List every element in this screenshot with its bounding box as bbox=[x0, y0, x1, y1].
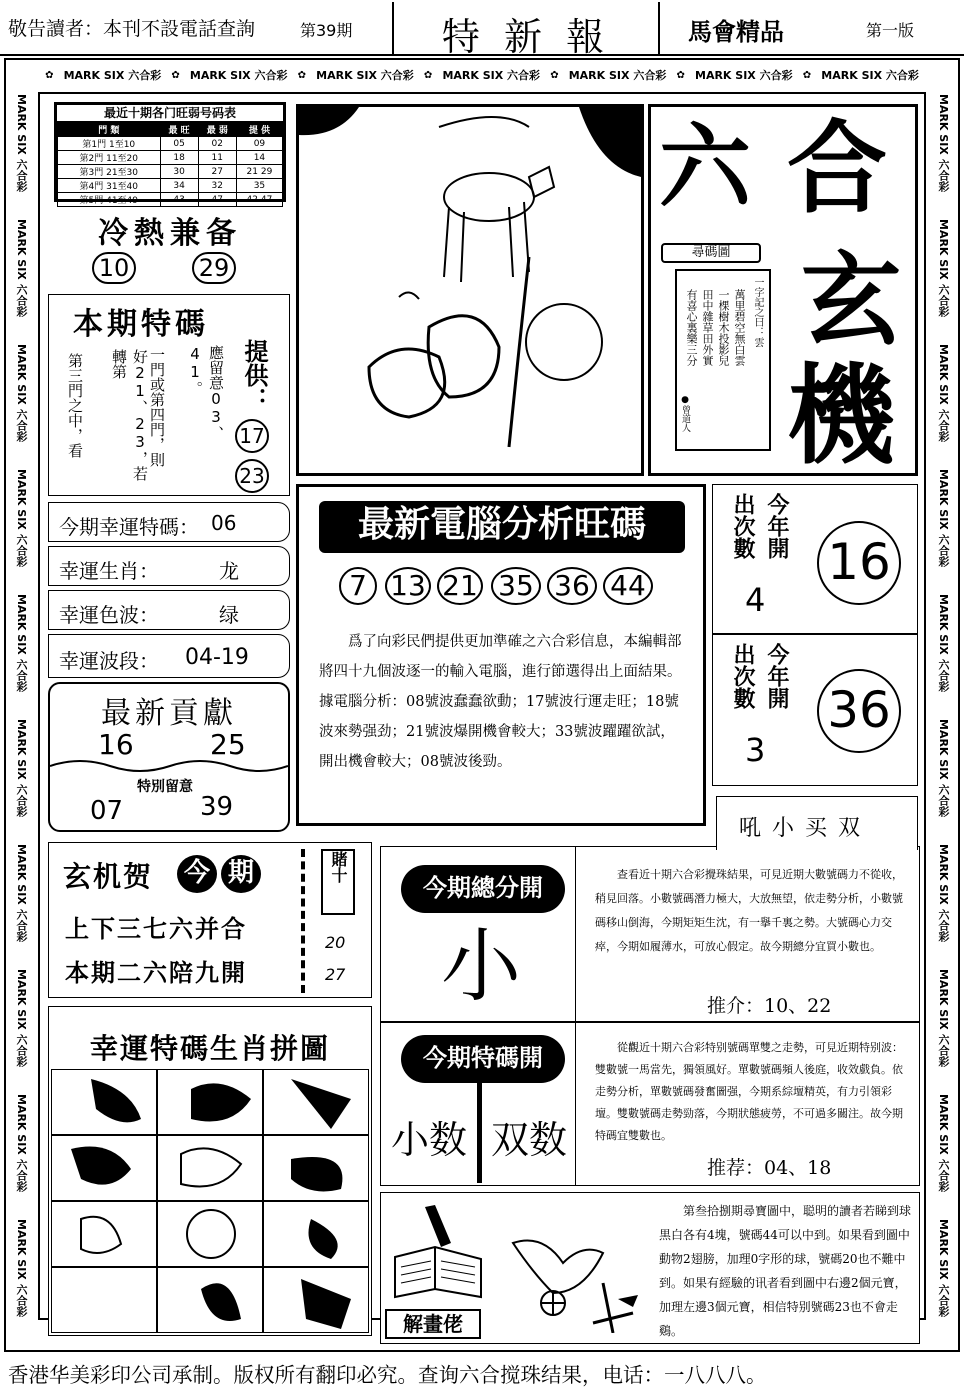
table-row: 第2門 11至20 18 11 14 bbox=[58, 151, 283, 165]
table-row: 第3門 21至30 30 27 21 29 bbox=[58, 165, 283, 179]
strip-logo: MARK SIX 六合彩 bbox=[15, 1093, 28, 1192]
special-code-box bbox=[48, 294, 290, 496]
poem-scroll bbox=[675, 269, 771, 451]
notice-text: 敬告讀者：本刊不設電話查詢 bbox=[8, 18, 256, 40]
xuanji-title-box: 今 bbox=[177, 855, 217, 893]
special-open-recommend: 推荐：04、18 bbox=[707, 1157, 832, 1179]
header bbox=[0, 0, 964, 59]
special-open-left: 小数 bbox=[391, 1118, 468, 1162]
lucky-color-label: 幸運色波： bbox=[59, 603, 159, 627]
flower-icon: ✿ bbox=[171, 69, 180, 81]
strip-logo: MARK SIX 六合彩 bbox=[15, 343, 28, 442]
strip-logo: MARK SIX 六合彩 bbox=[937, 1218, 950, 1317]
puzzle-title: 幸運特碼生肖拼圖 bbox=[89, 1032, 330, 1065]
yearly-box-1 bbox=[712, 484, 918, 634]
special-open-bar bbox=[477, 1083, 482, 1183]
contribution-number: 16 bbox=[98, 728, 134, 761]
yearly-label: 今年開 bbox=[764, 493, 789, 559]
contribution-box bbox=[48, 682, 290, 832]
hot-weak-table bbox=[57, 122, 283, 207]
title-char: 六 bbox=[659, 113, 752, 221]
xuanji-title: 玄机贺 bbox=[63, 860, 154, 893]
zodiac-puzzle-box bbox=[48, 1006, 372, 1336]
scroll-label: 尋碼圖 bbox=[661, 243, 761, 263]
special-code-col: 一門或第四門，則 bbox=[148, 347, 166, 467]
strip-logo: MARK SIX 六合彩 bbox=[63, 69, 162, 82]
strip-logo: MARK SIX 六合彩 bbox=[15, 843, 28, 942]
table-header: 門 類 bbox=[58, 123, 161, 137]
contribution-number: 25 bbox=[210, 728, 246, 761]
table-row: 第4門 31至40 34 32 35 bbox=[58, 179, 283, 193]
hot-weak-table-box bbox=[54, 102, 286, 206]
flower-icon: ✿ bbox=[297, 69, 307, 81]
wave-divider bbox=[50, 756, 288, 776]
interpretation-box bbox=[380, 1192, 920, 1344]
flower-icon: ✿ bbox=[802, 69, 812, 81]
yearly-box-2 bbox=[712, 634, 918, 786]
footer-text: 香港华美彩印公司承制。版权所有翻印必究。查询六合搅珠结果，电话：一八八八。 bbox=[8, 1363, 767, 1387]
interpretation-label: 解畫佬 bbox=[385, 1309, 481, 1339]
title-char: 玄 bbox=[801, 241, 901, 359]
strip-logo: MARK SIX 六合彩 bbox=[937, 1093, 950, 1192]
lucky-special-label: 今期幸運特碼： bbox=[59, 515, 199, 539]
riddle-picture-box bbox=[296, 104, 644, 476]
riddle-drawing bbox=[299, 107, 641, 473]
flower-icon: ✿ bbox=[550, 69, 559, 81]
total-heading: 今期總分開 bbox=[401, 865, 565, 913]
note-label: 特別留意 bbox=[137, 779, 193, 795]
lucky-special-row bbox=[48, 502, 290, 542]
computer-balls bbox=[339, 567, 669, 607]
ball-number: 35 bbox=[491, 567, 541, 605]
xuanji-line: 本期二六陪九開 bbox=[65, 958, 247, 987]
yearly-number: 16 bbox=[817, 521, 901, 605]
cold-hot-number: 29 bbox=[192, 252, 236, 284]
cold-hot-title: 冷熱兼备 bbox=[98, 216, 242, 251]
special-open-heading: 今期特碼開 bbox=[401, 1035, 565, 1083]
strip-logo: MARK SIX 六合彩 bbox=[189, 69, 288, 82]
edition-text: 第一版 bbox=[866, 21, 915, 40]
side-title-box bbox=[716, 796, 918, 850]
strip-logo: MARK SIX 六合彩 bbox=[15, 218, 28, 317]
yearly-label: 今年開 bbox=[764, 643, 789, 709]
flower-icon: ✿ bbox=[45, 69, 54, 81]
footer bbox=[0, 1354, 964, 1388]
title-char: 合 bbox=[787, 109, 887, 227]
lucky-zodiac-label: 幸運生肖： bbox=[59, 559, 159, 583]
strip-logo: MARK SIX 六合彩 bbox=[937, 843, 950, 942]
lucky-zodiac-value: 龙 bbox=[219, 559, 239, 583]
lucky-range-label: 幸運波段： bbox=[59, 649, 159, 673]
paper-title: 特 新 報 bbox=[441, 15, 611, 59]
offer-label: 提供： bbox=[240, 339, 268, 411]
book-drawing bbox=[385, 1197, 491, 1307]
special-code-col: 應留意03、41。 bbox=[186, 345, 225, 441]
strip-logo: MARK SIX 六合彩 bbox=[15, 718, 28, 817]
brand-text: 馬會精品 bbox=[688, 18, 784, 46]
lucky-special-value: 06 bbox=[211, 511, 237, 535]
strip-logo: MARK SIX 六合彩 bbox=[937, 968, 950, 1067]
ball-number: 21 bbox=[437, 567, 483, 605]
table-title: 最近十期各门旺弱号码表 bbox=[57, 105, 283, 122]
strip-logo: MARK SIX 六合彩 bbox=[15, 93, 28, 192]
strip-logo: MARK SIX 六合彩 bbox=[15, 593, 28, 692]
xuanji-side-num: 20 bbox=[325, 933, 346, 952]
header-title-box bbox=[392, 2, 660, 59]
liuhe-title-box bbox=[648, 104, 918, 479]
strip-logo: MARK SIX 六合彩 bbox=[15, 968, 28, 1067]
yearly-number: 36 bbox=[817, 669, 901, 753]
logo-strip-left bbox=[10, 80, 32, 1330]
offer-number: 23 bbox=[235, 459, 269, 493]
xuanji-side-label: 賭十 bbox=[321, 849, 355, 915]
strip-logo: MARK SIX 六合彩 bbox=[568, 69, 667, 82]
yearly-label: 出次數 bbox=[730, 493, 755, 559]
special-open-text: 從觀近十期六合彩特别號碼單雙之走勢，可見近期特别波：雙數號一馬當先，獨領風好。單數號碼頻人後庭，收效戲負。依走勢分析，單數號碼發奮圖强，今期系綜壇精英，有力引領彩壇。雙數號碼走勢勁落，今期狀態疲勞，不可過多關注。故今期特碼宜雙數也。 bbox=[595, 1041, 903, 1142]
contribution-title: 最新貢獻 bbox=[101, 696, 237, 731]
computer-text: 爲了向彩民們提供更加準確之六合彩信息，本編輯部將四十九個波逐一的輸入電腦，進行節選得出上面結果。據電腦分析：08號波蠢蠢欲動；17號波行運走旺；18號波來勢强劲；21號波爆開機會較大；33號波躍躍欲試，開出機會較大；08號波後勁。 bbox=[319, 634, 682, 770]
special-code-title: 本期特碼 bbox=[73, 307, 209, 342]
table-header: 最 弱 bbox=[198, 123, 236, 137]
total-divider bbox=[575, 847, 576, 1021]
strip-logo: MARK SIX 六合彩 bbox=[937, 468, 950, 567]
total-text: 查看近十期六合彩攪珠結果，可見近期大數號碼力不從收，稍見回落。小數號碼潛力極大，大放無望，依走勢分析，小數號碼移山倒海，今期矩矩生沈，有一擧千裏之勢。大號碼心力交瘁，今期如履薄水，可放心假定。故今期總分宜買小數也。 bbox=[595, 868, 903, 953]
yearly-count: 4 bbox=[745, 581, 766, 619]
poem-line: 有喜心裏樂三分 bbox=[685, 289, 698, 366]
cold-hot-number: 10 bbox=[92, 252, 136, 284]
special-open-divider bbox=[575, 1023, 576, 1185]
lucky-range-value: 04-19 bbox=[185, 645, 249, 670]
lucky-color-row bbox=[48, 590, 290, 630]
special-open-box bbox=[380, 1022, 920, 1186]
ball-number: 44 bbox=[603, 567, 653, 605]
total-open-box bbox=[380, 846, 920, 1022]
puzzle-grid bbox=[51, 1069, 369, 1333]
special-code-col: 好21、23，若轉第 bbox=[110, 349, 149, 481]
special-code-col: 第三門之中，看 bbox=[66, 353, 84, 458]
computer-title: 最新電腦分析旺碼 bbox=[319, 501, 685, 553]
strip-logo: MARK SIX 六合彩 bbox=[15, 1218, 28, 1317]
strip-logo: MARK SIX 六合彩 bbox=[442, 69, 541, 82]
offer-number: 17 bbox=[235, 419, 269, 453]
dash-divider bbox=[301, 849, 305, 993]
poem-title: 一字記之曰：雲 bbox=[752, 277, 763, 347]
xuanji-line: 上下三七六并合 bbox=[65, 914, 247, 943]
total-big: 小 bbox=[441, 920, 521, 1013]
table-row: 第1門 1至10 05 02 09 bbox=[58, 137, 283, 151]
strip-logo: MARK SIX 六合彩 bbox=[937, 93, 950, 192]
logo-strip-right bbox=[932, 80, 954, 1330]
table-row: 第5門 41至49 43 47 42 47 bbox=[58, 193, 283, 207]
bird-drawing bbox=[493, 1203, 643, 1333]
strip-logo: MARK SIX 六合彩 bbox=[316, 69, 414, 82]
flower-icon: ✿ bbox=[423, 69, 433, 81]
strip-logo: MARK SIX 六合彩 bbox=[821, 69, 919, 82]
contribution-number: 07 bbox=[90, 796, 124, 826]
title-char: 機 bbox=[787, 353, 896, 479]
lucky-zodiac-row bbox=[48, 546, 290, 586]
yearly-label: 出次數 bbox=[730, 643, 755, 709]
ball-number: 7 bbox=[339, 567, 377, 605]
ball-number: 13 bbox=[385, 567, 431, 605]
xuanji-side-num: 27 bbox=[325, 965, 346, 984]
strip-logo: MARK SIX 六合彩 bbox=[937, 718, 950, 817]
logo-strip-top bbox=[40, 64, 924, 86]
contribution-number: 39 bbox=[200, 792, 234, 822]
strip-logo: MARK SIX 六合彩 bbox=[937, 343, 950, 442]
xuanji-box bbox=[48, 842, 372, 998]
poem-author: ●曾道人 bbox=[680, 395, 690, 432]
special-open-right: 双数 bbox=[491, 1118, 568, 1162]
lucky-range-row bbox=[48, 634, 290, 678]
interpretation-text: 第叁拾捌期尋寶圖中，聪明的讀者若睇到球黒白各有4塊，號碼44可以中到。如果看到圖中動物2翅膀，加理0字形的球，號碼20也不難中到。如果有經驗的讯者看到圖中右邊2個元寶，加理左邊3個元寶，相信特别號碼23也不會走鷄。 bbox=[659, 1204, 912, 1338]
issue-number: 第39期 bbox=[300, 21, 353, 40]
lucky-color-value: 绿 bbox=[219, 603, 239, 627]
ball-number: 36 bbox=[547, 567, 597, 605]
side-title: 吼 小 买 双 bbox=[739, 816, 862, 841]
strip-logo: MARK SIX 六合彩 bbox=[695, 69, 793, 82]
total-recommend: 推介：10、22 bbox=[707, 995, 832, 1017]
strip-logo: MARK SIX 六合彩 bbox=[937, 593, 950, 692]
table-header: 最 旺 bbox=[160, 123, 198, 137]
computer-analysis-box bbox=[296, 484, 706, 826]
xuanji-title-box: 期 bbox=[221, 855, 261, 893]
poem-line: 田中雜草田外實 bbox=[701, 289, 714, 366]
yearly-count: 3 bbox=[745, 731, 766, 769]
poem-line: 萬里碧空無白雲 bbox=[733, 289, 746, 366]
strip-logo: MARK SIX 六合彩 bbox=[937, 218, 950, 317]
strip-logo: MARK SIX 六合彩 bbox=[15, 468, 28, 567]
poem-line: 一棵樹木投影兒 bbox=[717, 289, 730, 366]
table-header: 提 供 bbox=[236, 123, 282, 137]
flower-icon: ✿ bbox=[676, 69, 685, 81]
